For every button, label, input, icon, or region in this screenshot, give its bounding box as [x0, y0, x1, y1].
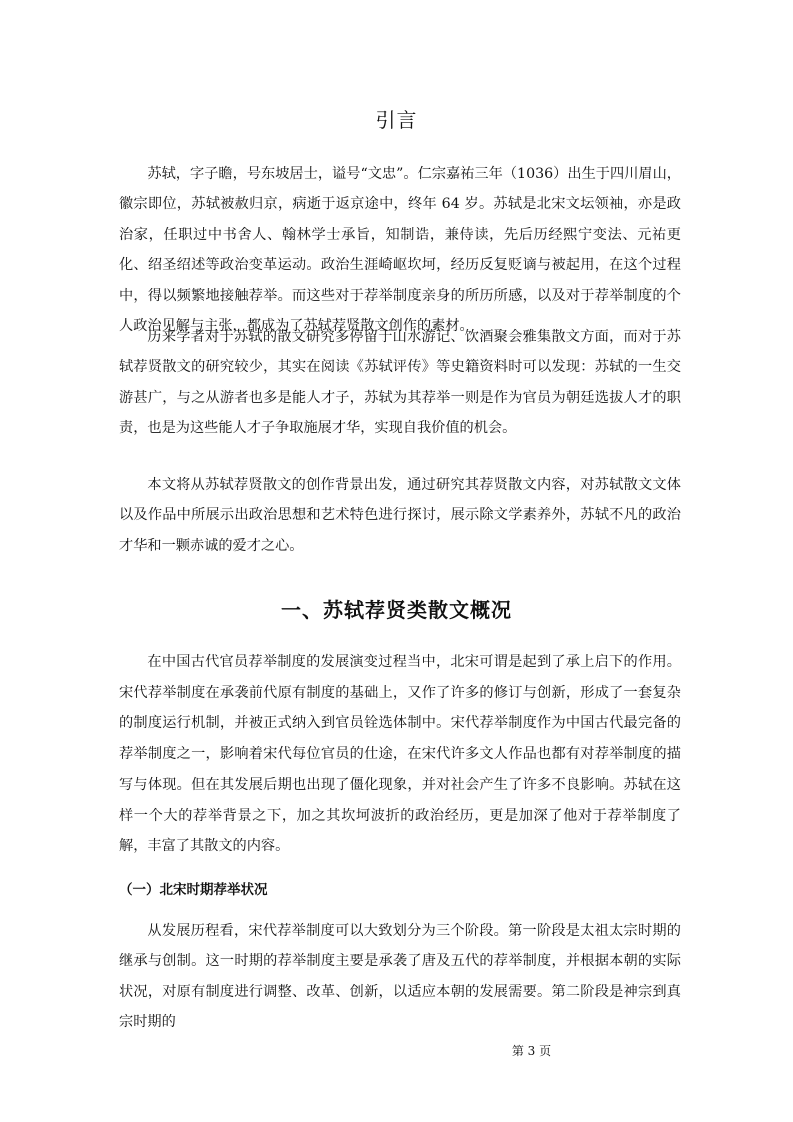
intro-paragraph-2: 历来学者对于苏轼的散文研究多停留于山水游记、饮酒聚会雅集散文方面，而对于苏轼荐贤散文的研究较少，其实在阅读《苏轼评传》等史籍资料时可以发现：苏轼的一生交游甚广，与之从游者也多是能人才子，苏轼为其荐举一则是作为官员为朝廷选拔人才的职责，也是为这些能人才子争取施展才华，实现自我价值的机会。	[119, 329, 681, 437]
page-number: 第 3 页	[511, 1044, 552, 1058]
subsection-paragraph: 从发展历程看，宋代荐举制度可以大致划分为三个阶段。第一阶段是太祖太宗时期的继承与创制。这一时期的荐举制度主要是承袭了唐及五代的荐举制度，并根据本朝的实际状况，对原有制度进行调整、改革、创新，以适应本朝的发展需要。第二阶段是神宗到真宗时期的	[119, 923, 681, 1031]
section-heading: 一、苏轼荐贤类散文概况	[281, 598, 512, 622]
intro-paragraph-3: 本文将从苏轼荐贤散文的创作背景出发，通过研究其荐贤散文内容，对苏轼散文文体以及作品中所展示出政治思想和艺术特色进行探讨，展示除文学素养外，苏轼不凡的政治才华和一颗赤诚的爱才之心。	[119, 477, 681, 554]
intro-paragraph-1: 苏轼，字子瞻，号东坡居士，谥号“文忠”。仁宗嘉祐三年（1036）出生于四川眉山，徽宗即位，苏轼被赦归京，病逝于返京途中，终年 64 岁。苏轼是北宋文坛领袖，亦是政治家，任职过中书舍人、翰林学士承旨，知制诰，兼侍读，先后历经熙宁变法、元祐更化、绍圣绍述等政治变革运动。政治生涯崎岖坎坷，经历反复贬谪与被起用，在这个过程中，得以频繁地接触荐举。而这些对于荐举制度亲身的所历所感，以及对于荐举制度的个人政治见解与主张，都成为了苏轼荐贤散文创作的素材。	[119, 166, 681, 335]
section-paragraph: 在中国古代官员荐举制度的发展演变过程当中，北宋可谓是起到了承上启下的作用。宋代荐举制度在承袭前代原有制度的基础上，又作了许多的修订与创新，形成了一套复杂的制度运行机制，并被正式纳入到官员铨选体制中。宋代荐举制度作为中国古代最完备的荐举制度之一，影响着宋代每位官员的仕途，在宋代许多文人作品也都有对荐举制度的描写与体现。但在其发展后期也出现了僵化现象，并对社会产生了许多不良影响。苏轼在这样一个大的荐举背景之下，加之其坎坷波折的政治经历，更是加深了他对于荐举制度了解，丰富了其散文的内容。	[119, 654, 681, 855]
subsection-heading: （一）北宋时期荐举状况	[119, 882, 268, 898]
intro-heading: 引言	[375, 108, 418, 132]
